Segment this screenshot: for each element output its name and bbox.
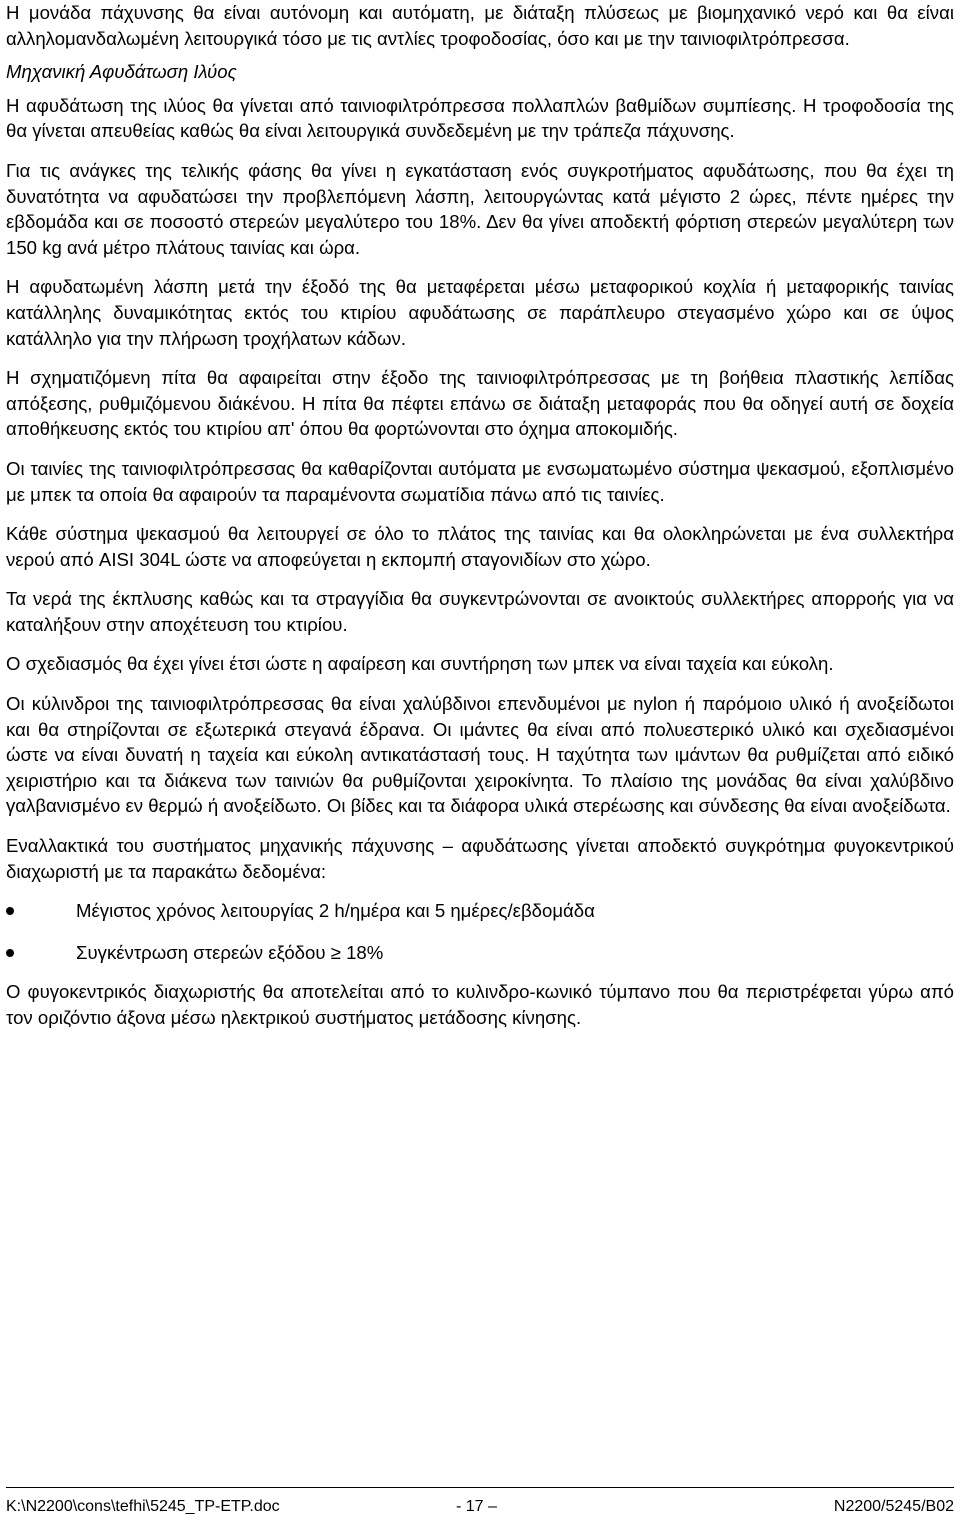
paragraph-design-maintenance: Ο σχεδιασμός θα έχει γίνει έτσι ώστε η αφαίρεση και συντήρηση των μπεκ να είναι ταχεία και εύκολη.	[6, 653, 834, 675]
paragraph-dewatering-intro: Η αφυδάτωση της ιλύος θα γίνεται από ταινιοφιλτρόπρεσσα πολλαπλών βαθμίδων συμπίεσης. Η τροφοδοσία της θα γίνεται απευθείας καθώς θα είναι λειτουργικά συνδεδεμένη με την τράπεζα πάχυνσης.	[6, 94, 954, 142]
bullet-icon	[6, 949, 14, 957]
paragraph-centrifuge-description: Ο φυγοκεντρικός διαχωριστής θα αποτελείται από το κυλινδρο-κωνικό τύμπανο που θα περιστρέφεται γύρω από τον οριζόντιο άξονα μέσω ηλεκτρικού συστήματος μετάδοσης κίνησης.	[6, 981, 954, 1028]
page-footer	[6, 1497, 954, 1517]
paragraph-cake-removal: Η σχηματιζόμενη πίτα θα αφαιρείται στην έξοδο της ταινιοφιλτρόπρεσσας με τη βοήθεια πλαστικής λεπίδας απόξεσης, ρυθμιζόμενου διάκένου. Η πίτα θα πέφτει επάνω σε διάταξη μεταφοράς που θα οδηγεί αυτή σε δοχεία αποθήκευσης εκτός του κτιρίου απ' όπου θα φορτώνονται στο όχημα αποκομιδής.	[6, 367, 954, 440]
list-item-text: Συγκέντρωση στερεών εξόδου ≥ 18%	[76, 941, 384, 963]
paragraph-dewatered-sludge: Η αφυδατωμένη λάσπη μετά την έξοδό της θα μεταφέρεται μέσω μεταφορικού κοχλία ή μεταφορικής ταινίας κατάλληλης δυναμικότητας εκτός του κτιρίου αφυδάτωσης σε παράπλευρο στεγασμένο χώρο και σε ύψος κατάλληλο για την πλήρωση τροχήλατων κάδων.	[6, 276, 954, 349]
section-heading-dewatering: Μηχανική Αφυδάτωση Ιλύος	[6, 61, 237, 83]
bullet-icon	[6, 907, 14, 915]
paragraph-rollers-belts: Οι κύλινδροι της ταινιοφιλτρόπρεσσας θα είναι χαλύβδινοι επενδυμένοι με nylon ή παρόμοιο υλικό ή ανοξείδωτοι και θα στηρίζονται σε εξωτερικά στεγανά έδρανα. Οι ιμάντες θα είναι από πολυεστερικό υλικό και σχεδιασμένοι ώστε να είναι δυνατή η ταχεία και εύκολη αντικατάστασή τους. Η ταχύτητα των ιμάντων θα ρυθμίζεται από ειδικό χειριστήριο και τα διάκενα των ταινιών θα ρυθμίζονται χειροκίνητα. Το πλαίσιο της μονάδας θα είναι χαλύβδινο γαλβανισμένο εν θερμώ ή ανοξείδωτο. Οι βίδες και τα διάφορα υλικά στερέωσης και σύνδεσης θα είναι ανοξείδωτα.	[6, 693, 954, 817]
list-item	[6, 940, 954, 966]
footer-document-code: N2200/5245/B02	[833, 1498, 954, 1515]
footer-page-number: - 17 –	[456, 1498, 497, 1515]
specification-list	[6, 898, 954, 965]
paragraph-final-phase: Για τις ανάγκες της τελικής φάσης θα γίνει η εγκατάσταση ενός συγκροτήματος αφυδάτωσης, που θα έχει τη δυνατότητα να αφυδατώσει την προβλεπόμενη λάσπη, λειτουργώντας κατά μέγιστο 2 ώρες, πέντε ημέρες την εβδομάδα και σε ποσοστό στερεών μεγαλύτερο του 18%. Δεν θα γίνει αποδεκτή φόρτιση στερεών μεγαλύτερη των 150 kg ανά μέτρο πλάτους ταινίας και ώρα.	[6, 159, 954, 258]
footer-divider	[6, 1487, 954, 1488]
list-item	[6, 898, 954, 924]
paragraph-spray-system: Κάθε σύστημα ψεκασμού θα λειτουργεί σε όλο το πλάτος της ταινίας και θα ολοκληρώνεται με ένα συλλεκτήρα νερού από AISI 304L ώστε να αποφεύγεται η εκπομπή σταγονιδίων στο χώρο.	[6, 523, 954, 570]
paragraph-thickening-unit: Η μονάδα πάχυνσης θα είναι αυτόνομη και αυτόματη, με διάταξη πλύσεως με βιομηχανικό νερό και θα είναι αλληλομανδαλωμένη λειτουργικά τόσο με τις αντλίες τροφοδοσίας, όσο και με την ταινιοφιλτρόπρεσσα.	[6, 2, 954, 49]
document-page	[6, 0, 954, 1031]
footer-file-path: K:\N2200\cons\tefhi\5245_TP-ETP.doc	[6, 1498, 280, 1515]
paragraph-alternative-centrifuge: Εναλλακτικά του συστήματος μηχανικής πάχυνσης – αφυδάτωσης γίνεται αποδεκτό συγκρότημα φυγοκεντρικού διαχωριστή με τα παρακάτω δεδομένα:	[6, 835, 954, 882]
list-item-text: Μέγιστος χρόνος λειτουργίας 2 h/ημέρα και 5 ημέρες/εβδομάδα	[76, 900, 595, 922]
paragraph-wash-water: Τα νερά της έκπλυσης καθώς και τα στραγγίδια θα συγκεντρώνονται σε ανοικτούς συλλεκτήρες απορροής για να καταλήξουν στην αποχέτευση του κτιρίου.	[6, 588, 954, 635]
paragraph-belt-cleaning: Οι ταινίες της ταινιοφιλτρόπρεσσας θα καθαρίζονται αυτόματα με ενσωματωμένο σύστημα ψεκασμού, εξοπλισμένο με μπεκ τα οποία θα αφαιρούν τα παραμένοντα σωματίδια πάνω από τις ταινίες.	[6, 457, 954, 505]
